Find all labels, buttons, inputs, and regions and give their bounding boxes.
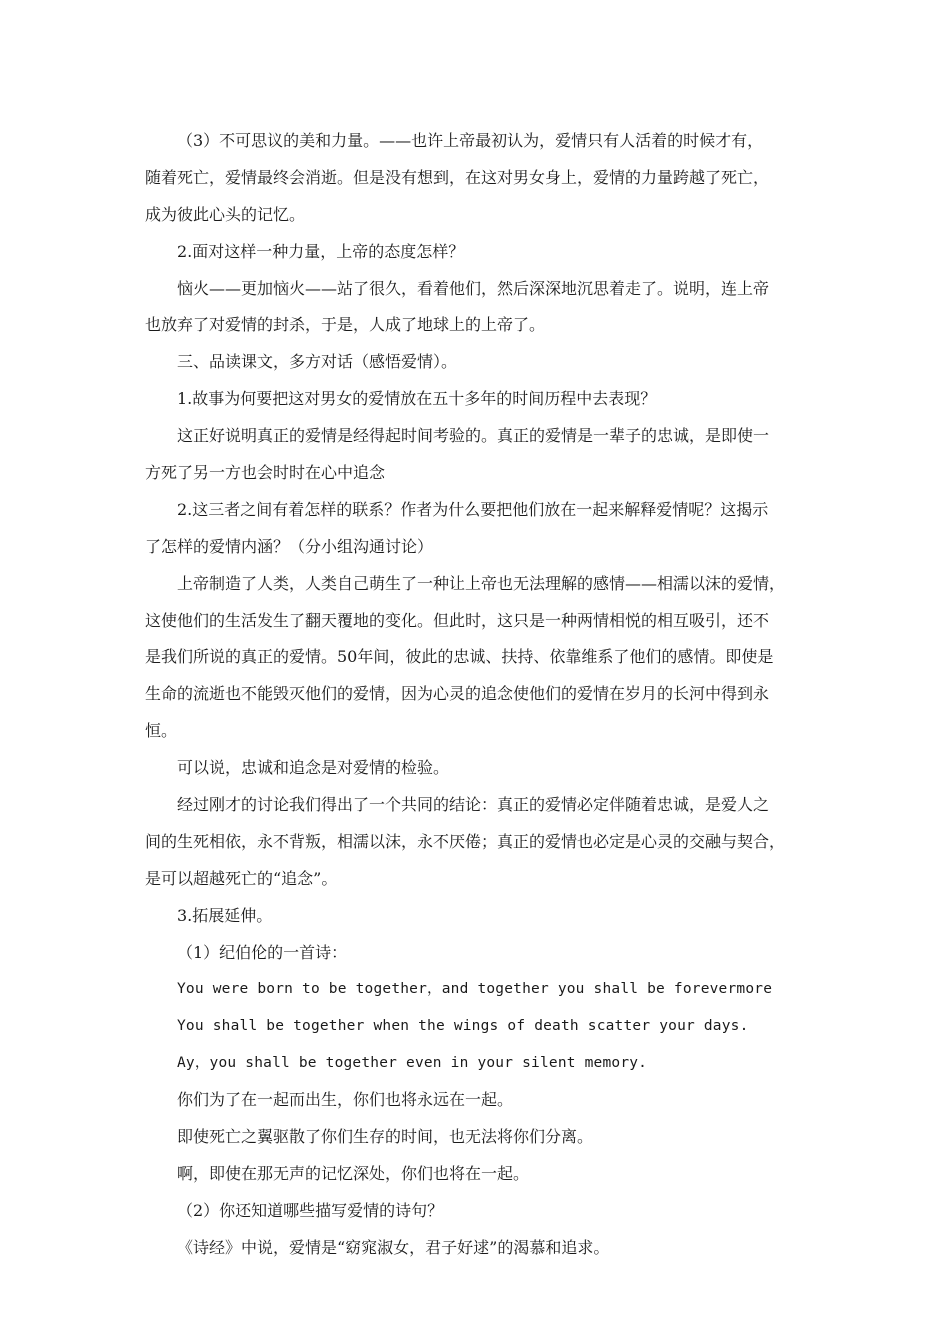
- text-line: 间的生死相依，永不背叛，相濡以沫，永不厌倦；真正的爱情也必定是心灵的交融与契合，: [145, 831, 786, 851]
- text-line: 也放弃了对爱情的封杀，于是，人成了地球上的上帝了。: [145, 315, 546, 335]
- poem-english-line: Ay，you shall be together even in your silent memory.: [177, 1055, 648, 1072]
- text-line: 上帝制造了人类，人类自己萌生了一种让上帝也无法理解的感情——相濡以沫的爱情，: [177, 573, 786, 593]
- text-line: 3.拓展延伸。: [177, 905, 273, 925]
- poem-english-line: You were born to be together，and together you shall be forevermore: [177, 981, 773, 998]
- text-line: 2.面对这样一种力量，上帝的态度怎样？: [177, 241, 465, 261]
- text-line: 随着死亡，爱情最终会消逝。但是没有想到，在这对男女身上，爱情的力量跨越了死亡，: [145, 167, 770, 187]
- text-line: 可以说，忠诚和追念是对爱情的检验。: [177, 758, 450, 778]
- text-line: （1）纪伯伦的一首诗：: [177, 942, 348, 962]
- text-line: 啊，即使在那无声的记忆深处，你们也将在一起。: [177, 1163, 530, 1183]
- text-line: （2）你还知道哪些描写爱情的诗句？: [177, 1200, 444, 1220]
- text-line: 经过刚才的讨论我们得出了一个共同的结论：真正的爱情必定伴随着忠诚，是爱人之: [177, 795, 770, 815]
- document-body: [145, 123, 805, 1267]
- text-line: 方死了另一方也会时时在心中追念: [145, 463, 386, 483]
- text-line: 即使死亡之翼驱散了你们生存的时间，也无法将你们分离。: [177, 1127, 594, 1147]
- text-line: 这使他们的生活发生了翻天覆地的变化。但此时，这只是一种两情相悦的相互吸引，还不: [145, 610, 770, 630]
- text-line: 《诗经》中说，爱情是“窈窕淑女，君子好逑”的渴慕和追求。: [177, 1237, 610, 1257]
- text-line: 三、品读课文，多方对话（感悟爱情）。: [177, 352, 458, 372]
- text-line: 是可以超越死亡的“追念”。: [145, 868, 338, 888]
- text-line: 了怎样的爱情内涵？（分小组沟通讨论）: [145, 536, 434, 556]
- text-line: 生命的流逝也不能毁灭他们的爱情，因为心灵的追念使他们的爱情在岁月的长河中得到永: [145, 684, 770, 704]
- text-line: （3）不可思议的美和力量。——也许上帝最初认为，爱情只有人活着的时候才有，: [177, 131, 764, 150]
- poem-english-line: You shall be together when the wings of death scatter your days.: [177, 1018, 749, 1035]
- text-line: 1.故事为何要把这对男女的爱情放在五十多年的时间历程中去表现？: [177, 389, 657, 409]
- text-line: 恼火——更加恼火——站了很久，看着他们，然后深深地沉思着走了。说明，连上帝: [177, 278, 770, 298]
- text-line: 这正好说明真正的爱情是经得起时间考验的。真正的爱情是一辈子的忠诚，是即使一: [177, 426, 770, 446]
- text-line: 是我们所说的真正的爱情。50年间，彼此的忠诚、扶持、依靠维系了他们的感情。即使是: [145, 647, 774, 667]
- text-line: 恒。: [145, 721, 178, 741]
- text-line: 2.这三者之间有着怎样的联系？作者为什么要把他们放在一起来解释爱情呢？这揭示: [177, 499, 769, 519]
- text-line: 成为彼此心头的记忆。: [145, 204, 306, 224]
- text-line: 你们为了在一起而出生，你们也将永远在一起。: [177, 1090, 514, 1110]
